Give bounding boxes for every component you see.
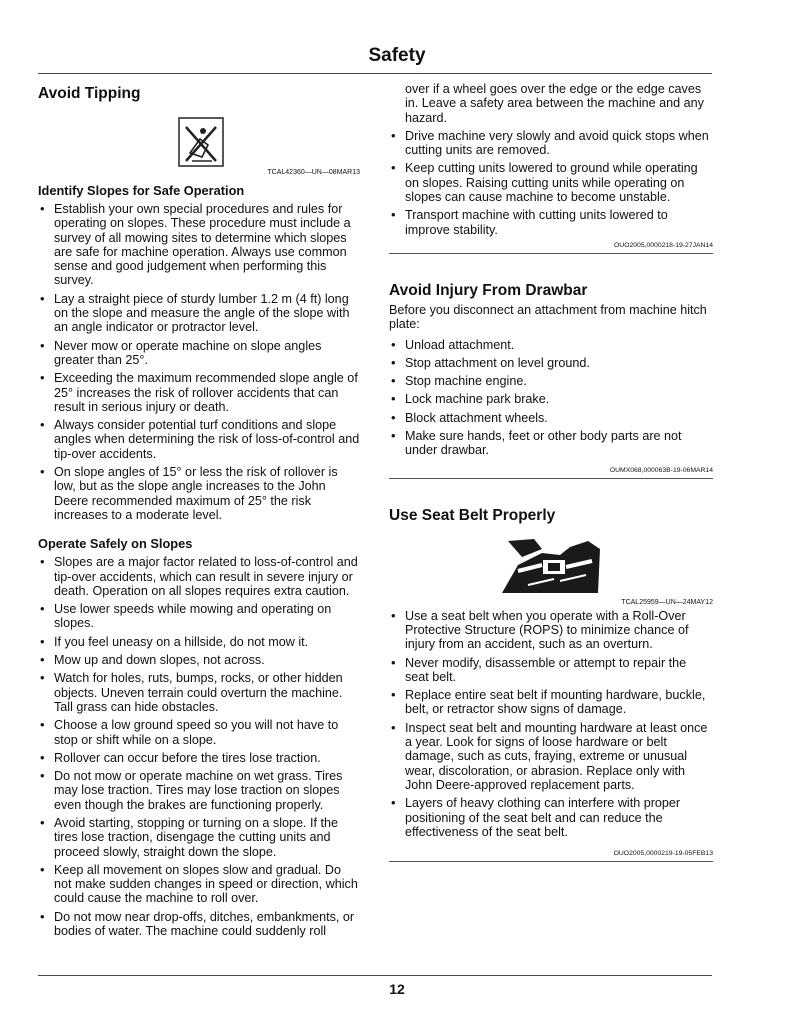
- list-item: • Replace entire seat belt if mounting hardware, buckle, belt, or retractor show signs of damage.: [389, 688, 713, 717]
- drawbar-reference-code: OUMX068,000063B-19-06MAR14: [609, 466, 713, 474]
- list-item: • Always consider potential turf conditions and slope angles when determining the risk of loss-of-control and tip-over accidents.: [38, 418, 360, 461]
- list-item: • Stop attachment on level ground.: [389, 356, 713, 370]
- list-item: • Watch for holes, ruts, bumps, rocks, or other hidden objects. Uneven terrain could overturn the machine. Tall grass can hide obstacles.: [38, 671, 360, 714]
- list-item: • Choose a low ground speed so you will not have to stop or shift while on a slope.: [38, 718, 360, 747]
- list-item: • Unload attachment.: [389, 338, 713, 352]
- list-item: • Do not mow near drop-offs, ditches, embankments, or bodies of water. The machine could suddenly roll: [38, 910, 360, 939]
- operate-safely-list: [38, 555, 360, 938]
- page-title: Safety: [368, 45, 426, 66]
- list-item: • Do not mow or operate machine on wet grass. Tires may lose traction. Tires may lose traction on slopes even though the brakes are functioning properly.: [38, 769, 360, 812]
- list-item: • Make sure hands, feet or other body parts are not under drawbar.: [389, 429, 713, 458]
- avoid-tipping-heading: Avoid Tipping: [38, 85, 141, 102]
- continued-text: over if a wheel goes over the edge or the edge caves in. Leave a safety area between the machine and any hazard.: [405, 82, 704, 125]
- section-divider: [389, 253, 713, 254]
- list-item: • Use a seat belt when you operate with a Roll-Over Protective Structure (ROPS) to minimize chance of injury from an accident, such as an overturn.: [389, 609, 713, 652]
- list-item: • Rollover can occur before the tires lose traction.: [38, 751, 360, 765]
- tipping-figure: [178, 117, 224, 167]
- seat-belt-list: [389, 609, 713, 839]
- section-divider: [389, 478, 713, 479]
- avoid-injury-drawbar-heading: Avoid Injury From Drawbar: [389, 281, 588, 299]
- list-item: • Lock machine park brake.: [389, 392, 713, 406]
- section-divider: [389, 861, 713, 862]
- list-item: • Keep cutting units lowered to ground while operating on slopes. Raising cutting units while operating on slopes can cause machine to become unstable.: [389, 161, 713, 204]
- list-item: • Transport machine with cutting units lowered to improve stability.: [389, 208, 713, 237]
- list-item: • Layers of heavy clothing can interfere with proper positioning of the seat belt and can reduce the effectiveness of the seat belt.: [389, 796, 713, 839]
- list-item: • Block attachment wheels.: [389, 411, 713, 425]
- list-item: • Establish your own special procedures and rules for operating on slopes. These procedure must include a survey of all mowing sites to determine which slopes are safe for machine operation. Always use common sense and good judgement when performing this survey.: [38, 202, 360, 288]
- continued-reference-code: OUO2005,0000218-19-27JAN14: [614, 241, 713, 249]
- list-item: • On slope angles of 15° or less the risk of rollover is low, but as the slope angle increases to the John Deere recommended maximum of 25° the risk increases to a moderate level.: [38, 465, 360, 522]
- use-seat-belt-heading: Use Seat Belt Properly: [389, 506, 556, 524]
- seat-belt-buckle-icon: [498, 535, 604, 597]
- page-number: 12: [389, 981, 405, 997]
- list-item: • Mow up and down slopes, not across.: [38, 653, 360, 667]
- right-column: [389, 82, 713, 862]
- tipping-figure-code: TCAL42360—UN—08MAR13: [267, 169, 360, 176]
- list-item: • Never modify, disassemble or attempt to repair the seat belt.: [389, 656, 713, 685]
- identify-slopes-list: [38, 202, 360, 522]
- list-item: • Stop machine engine.: [389, 374, 713, 388]
- list-item: • Never mow or operate machine on slope angles greater than 25°.: [38, 339, 360, 368]
- continued-list: [389, 129, 713, 237]
- seat-belt-reference-code: OUO2005,0000219-19-05FEB13: [613, 850, 713, 858]
- left-column: [38, 82, 360, 942]
- seat-belt-figure-code: TCAL25959—UN—24MAY12: [621, 598, 713, 606]
- list-item: • Inspect seat belt and mounting hardware at least once a year. Look for signs of loose hardware or belt damage, such as cuts, fraying, extreme or unusual wear, discoloration, or abrasion. Replace only with John Deere-approved replacement parts.: [389, 721, 713, 792]
- footer-rule: [38, 975, 712, 976]
- list-item: • Keep all movement on slopes slow and gradual. Do not make sudden changes in speed or direction, which could cause the machine to roll over.: [38, 863, 360, 906]
- no-tipping-warning-icon: [178, 117, 224, 167]
- drawbar-intro: Before you disconnect an attachment from machine hitch plate:: [389, 302, 707, 332]
- header-rule: [38, 73, 712, 74]
- list-item: • Slopes are a major factor related to loss-of-control and tip-over accidents, which can result in severe injury or death. Operation on all slopes requires extra caution.: [38, 555, 360, 598]
- drawbar-list: [389, 338, 713, 458]
- identify-slopes-heading: Identify Slopes for Safe Operation: [38, 183, 245, 198]
- operate-safely-heading: Operate Safely on Slopes: [38, 536, 193, 552]
- seat-belt-figure: [498, 535, 604, 597]
- list-item: • Use lower speeds while mowing and operating on slopes.: [38, 602, 360, 631]
- list-item: • If you feel uneasy on a hillside, do not mow it.: [38, 635, 360, 649]
- list-item: • Lay a straight piece of sturdy lumber 1.2 m (4 ft) long on the slope and measure the angle of the slope with an angle indicator or protractor level.: [38, 292, 360, 335]
- list-item: • Avoid starting, stopping or turning on a slope. If the tires lose traction, disengage the cutting units and proceed slowly, straight down the slope.: [38, 816, 360, 859]
- list-item: • Drive machine very slowly and avoid quick stops when cutting units are removed.: [389, 129, 713, 158]
- list-item: • Exceeding the maximum recommended slope angle of 25° increases the risk of rollover accidents that can result in serious injury or death.: [38, 371, 360, 414]
